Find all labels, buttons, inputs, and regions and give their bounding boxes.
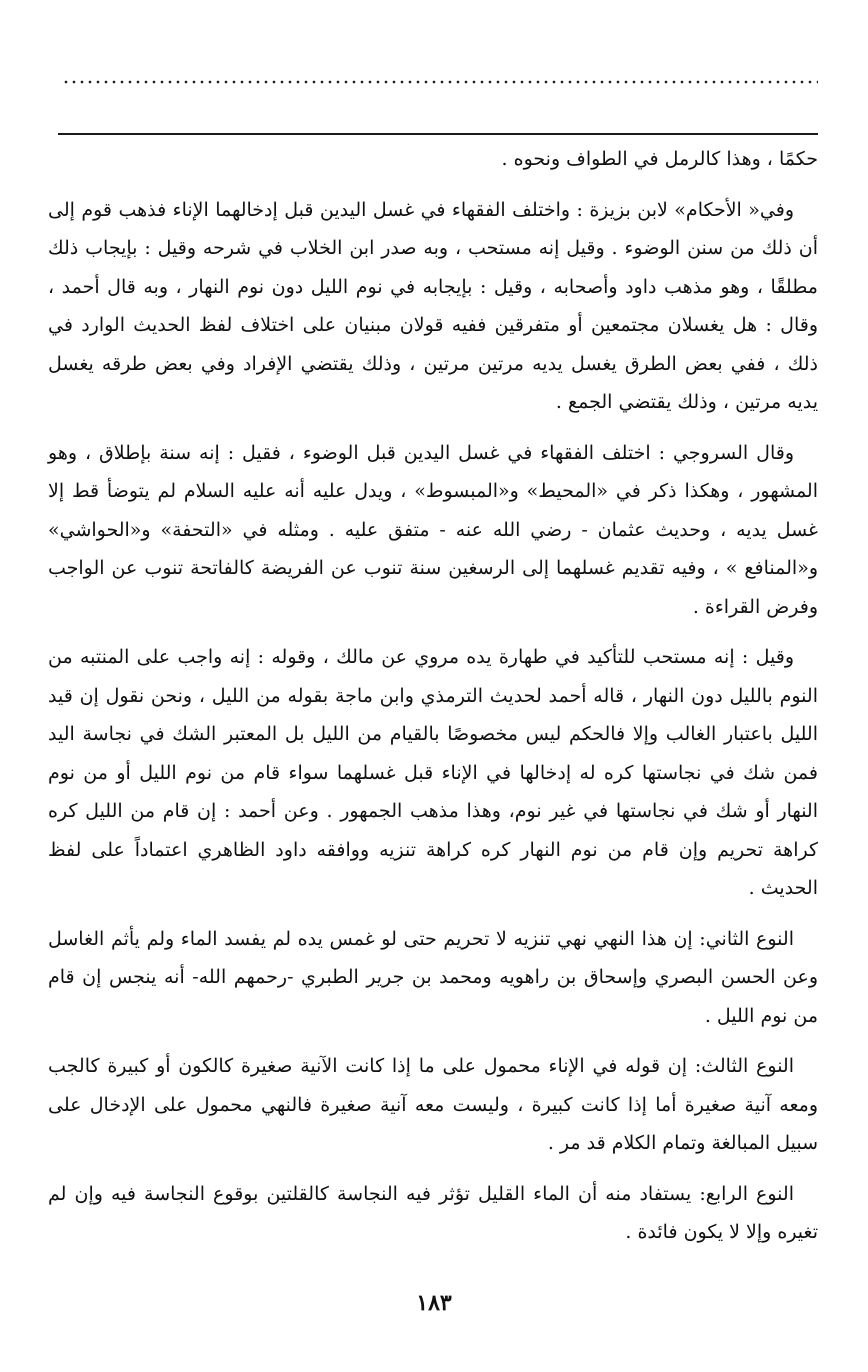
paragraph-saruji: وقال السروجي : اختلف الفقهاء في غسل اليدين قبل الوضوء ، فقيل : إنه سنة بإطلاق ، وهو المشهور ، وهكذا ذكر في «المحيط» و«المبسوط» ، ويدل عليه أنه عليه السلام لم يتوضأ قط إلا غسل يديه ، وحديث عثمان - رضي الله عنه - متفق عليه . ومثله في «التحفة» و«الحواشي» و«المنافع » ، وفيه تقديم غسلهما إلى الرسغين سنة تنوب عن الفريضة كالفاتحة تنوب عن الواجب وفرض القراءة . xyxy=(48,441,818,618)
paragraph-second-type: النوع الثاني: إن هذا النهي نهي تنزيه لا تحريم حتى لو غمس يده لم يفسد الماء ولم يأثم الغاسل وعن الحسن البصري وإسحاق بن راهويه ومحمد بن جرير الطبري -رحمهم الله- أنه ينجس إن قام من نوم الليل . xyxy=(48,927,818,1027)
paragraph-third-type: النوع الثالث: إن قوله في الإناء محمول على ما إذا كانت الآنية صغيرة كالكون أو كبيرة كالجب ومعه آنية صغيرة أما إذا كانت كبيرة ، وليست معه آنية صغيرة فالنهي محمول على الإدخال على سبيل المبالغة وتمام الكلام قد مر . xyxy=(48,1055,818,1154)
dotted-separator xyxy=(62,80,818,84)
paragraph-ahkam: وفي« الأحكام» لابن بزيزة : واختلف الفقهاء في غسل اليدين قبل إدخالهما الإناء فذهب قوم إلى أن ذلك من سنن الوضوء . وقيل إنه مستحب ، وبه صدر ابن الخلاب في شرحه وقيل : بإيجاب ذلك مطلقًا ، وهو مذهب داود وأصحابه ، وقيل : بإيجابه في نوم الليل دون نوم النهار ، وبه قال أحمد ، وقال : هل يغسلان مجتمعين أو متفرقين ففيه قولان مبنيان على اختلاف لفظ الحديث الوارد في ذلك ، ففي بعض الطرق يغسل يديه مرتين مرتين ، وذلك يقتضي الإفراد وفي بعض طرقه يغسل يديه مرتين ، وذلك يقتضي الجمع . xyxy=(48,198,818,413)
paragraph-fourth-type: النوع الرابع: يستفاد منه أن الماء القليل تؤثر فيه النجاسة كالقلتين بوقوع النجاسة فيه وإن لم تغيره وإلا لا يكون فائدة . xyxy=(48,1182,818,1243)
paragraph-qil: وقيل : إنه مستحب للتأكيد في طهارة يده مروي عن مالك ، وقوله : إنه واجب على المنتبه من النوم بالليل دون النهار ، قاله أحمد لحديث الترمذي وابن ماجة بقوله من الليل ، ونحن نقول إن قيد الليل باعتبار الغالب وإلا فالحكم ليس مخصوصًا بالقيام من الليل بل المعتبر الشك في نجاسة اليد فمن شك في نجاستها كره له إدخالها في الإناء قبل غسلهما سواء قام من نوم الليل أو من نوم النهار أو شك في نجاستها في غير نوم، وهذا مذهب الجمهور . وعن أحمد : إن قام من الليل كره كراهة تحريم وإن قام من نوم النهار كره كراهة تنزيه ووافقه داود الظاهري اعتماداً على لفظ الحديث . xyxy=(48,646,818,899)
body-text xyxy=(48,140,818,1264)
horizontal-rule xyxy=(58,133,818,135)
paragraph-continuation: حكمًا ، وهذا كالرمل في الطواف ونحوه . xyxy=(501,148,818,170)
page-number: ١٨٣ xyxy=(416,1290,452,1316)
